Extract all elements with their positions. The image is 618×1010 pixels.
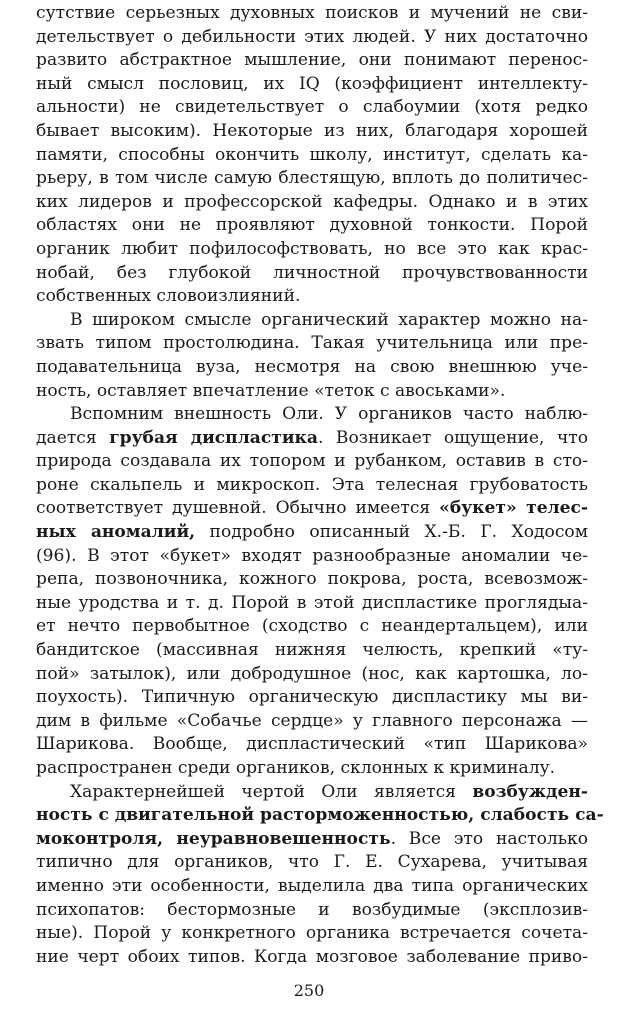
text-line [36,545,588,569]
text-line [36,380,588,404]
text-line [36,639,588,663]
text-run: . Все это настолько [390,828,588,849]
text-run: сутствие серьезных духовных поисков и мучений не сви- [36,3,588,23]
text-line [36,875,588,899]
text-line [36,497,588,521]
text-line [36,568,588,592]
bold-term: ность с двигательной расторможенностью, слабость са- [36,805,604,826]
text-line [36,26,588,50]
text-run: собственных словоизлияний. [36,286,301,307]
text-line [36,733,588,757]
text-line [36,238,588,262]
text-run: роне скальпель и микроскоп. Эта телесная грубоватость [36,474,588,495]
text-line [36,474,588,498]
text-run: органик любит пофилософствовать, но все это как крас- [36,238,588,259]
text-line [36,828,588,852]
text-line [36,592,588,616]
text-line [36,2,588,26]
text-run: именно эти особенности, выделила два типа органических [36,875,588,896]
paragraph [36,309,588,403]
text-run: . Возникает ощущение, что [317,427,588,448]
bold-term: грубая диспластика [109,427,318,448]
text-run: детельствует о дебильности этих людей. У них достаточно [36,26,588,47]
text-run: областях они не проявляют духовной тонкости. Порой [36,215,588,236]
text-run: типично для органиков, что Г. Е. Сухарева, учитывая [36,852,588,873]
paragraph [36,403,588,781]
text-run: ные). Порой у конкретного органика встречается сочета- [36,923,588,944]
text-run: природа создавала их топором и рубанком, оставив в сто- [36,451,588,472]
text-run: соответствует душевной. Обычно имеется [36,498,440,519]
text-line [36,144,588,168]
text-line [36,922,588,946]
text-run: (96). В этот «букет» входят разнообразные аномалии че- [36,545,588,566]
text-run: рьеру, в том числе самую блестящую, вплоть до политичес- [36,168,588,189]
bold-term: «букет» телес- [439,498,589,519]
text-run: дим в фильме «Собачье сердце» у главного персонажа — [36,710,588,731]
text-line [36,73,588,97]
text-run: дается [36,427,110,448]
text-run: пой» затылок), или добродушное (нос, как картошка, ло- [36,663,588,684]
text-line [36,96,588,120]
text-run: подробно описанный Х.-Б. Г. Ходосом [195,522,588,543]
text-run: бандитское (массивная нижняя челюсть, крепкий «ту- [36,640,588,661]
text-run: Вспомним внешность Оли. У органиков часто наблю- [70,404,588,425]
text-line [36,450,588,474]
text-run: нобай, без глубокой личностной прочувствованности [36,262,588,283]
text-line [36,757,588,781]
text-line [36,191,588,215]
text-line [36,427,588,451]
text-line [36,686,588,710]
page-number: 250 [293,981,325,1000]
text-run: звать типом простолюдина. Такая учительница или пре- [36,333,588,354]
text-line [36,332,588,356]
text-line [36,663,588,687]
text-line [36,710,588,734]
bold-term: возбужден- [472,781,588,802]
text-run: Характернейшей чертой Оли является [70,781,473,802]
paragraph [36,2,588,309]
text-line [36,214,588,238]
text-line [36,356,588,380]
text-run: репа, позвоночника, кожного покрова, роста, всевозмож- [36,569,588,590]
text-run: памяти, способны окончить школу, институт, сделать ка- [36,144,588,165]
text-line [36,120,588,144]
bold-term: моконтроля, неуравновешенность [36,828,391,849]
paragraph [36,781,604,970]
text-line [36,804,604,828]
text-line [36,521,588,545]
text-run: ких лидеров и профессорской кафедры. Однако и в этих [36,191,588,212]
page-body [36,2,604,969]
text-run: поухость). Типичную органическую диспластику мы ви- [36,687,588,708]
text-run: Шарикова. Вообще, диспластический «тип Шарикова» [36,734,588,755]
text-line [36,309,588,333]
text-line [36,167,588,191]
text-run: бывает высоким). Некоторые из них, благодаря хорошей [36,120,588,141]
text-line [36,285,588,309]
text-run: ные уродства и т. д. Порой в этой диспластике проглядыа- [36,592,588,613]
text-line [36,899,588,923]
text-line [36,781,588,805]
text-line [36,615,588,639]
text-run: ность, оставляет впечатление «теток с авоськами». [36,380,506,401]
text-run: альности) не свидетельствует о слабоумии (хотя редко [36,97,588,118]
text-run: ет нечто первобытное (сходство с неандертальцем), или [36,616,588,637]
text-line [36,851,588,875]
text-line [36,946,588,970]
text-run: подавательница вуза, несмотря на свою внешнюю уче- [36,356,588,377]
text-line [36,49,588,73]
text-run: В широком смысле органический характер можно на- [70,309,588,330]
text-run: ный смысл пословиц, их IQ (коэффициент интеллекту- [36,73,588,94]
bold-term: ных аномалий, [36,522,196,543]
text-run: распространен среди органиков, склонных к криминалу. [36,758,556,778]
text-line [36,262,588,286]
text-run: развито абстрактное мышление, они понимают перенос- [36,50,588,71]
text-run: ние черт обоих типов. Когда мозговое заболевание приво- [36,946,588,967]
text-run: психопатов: бестормозные и возбудимые (эксплозив- [36,899,588,920]
text-line [36,403,588,427]
